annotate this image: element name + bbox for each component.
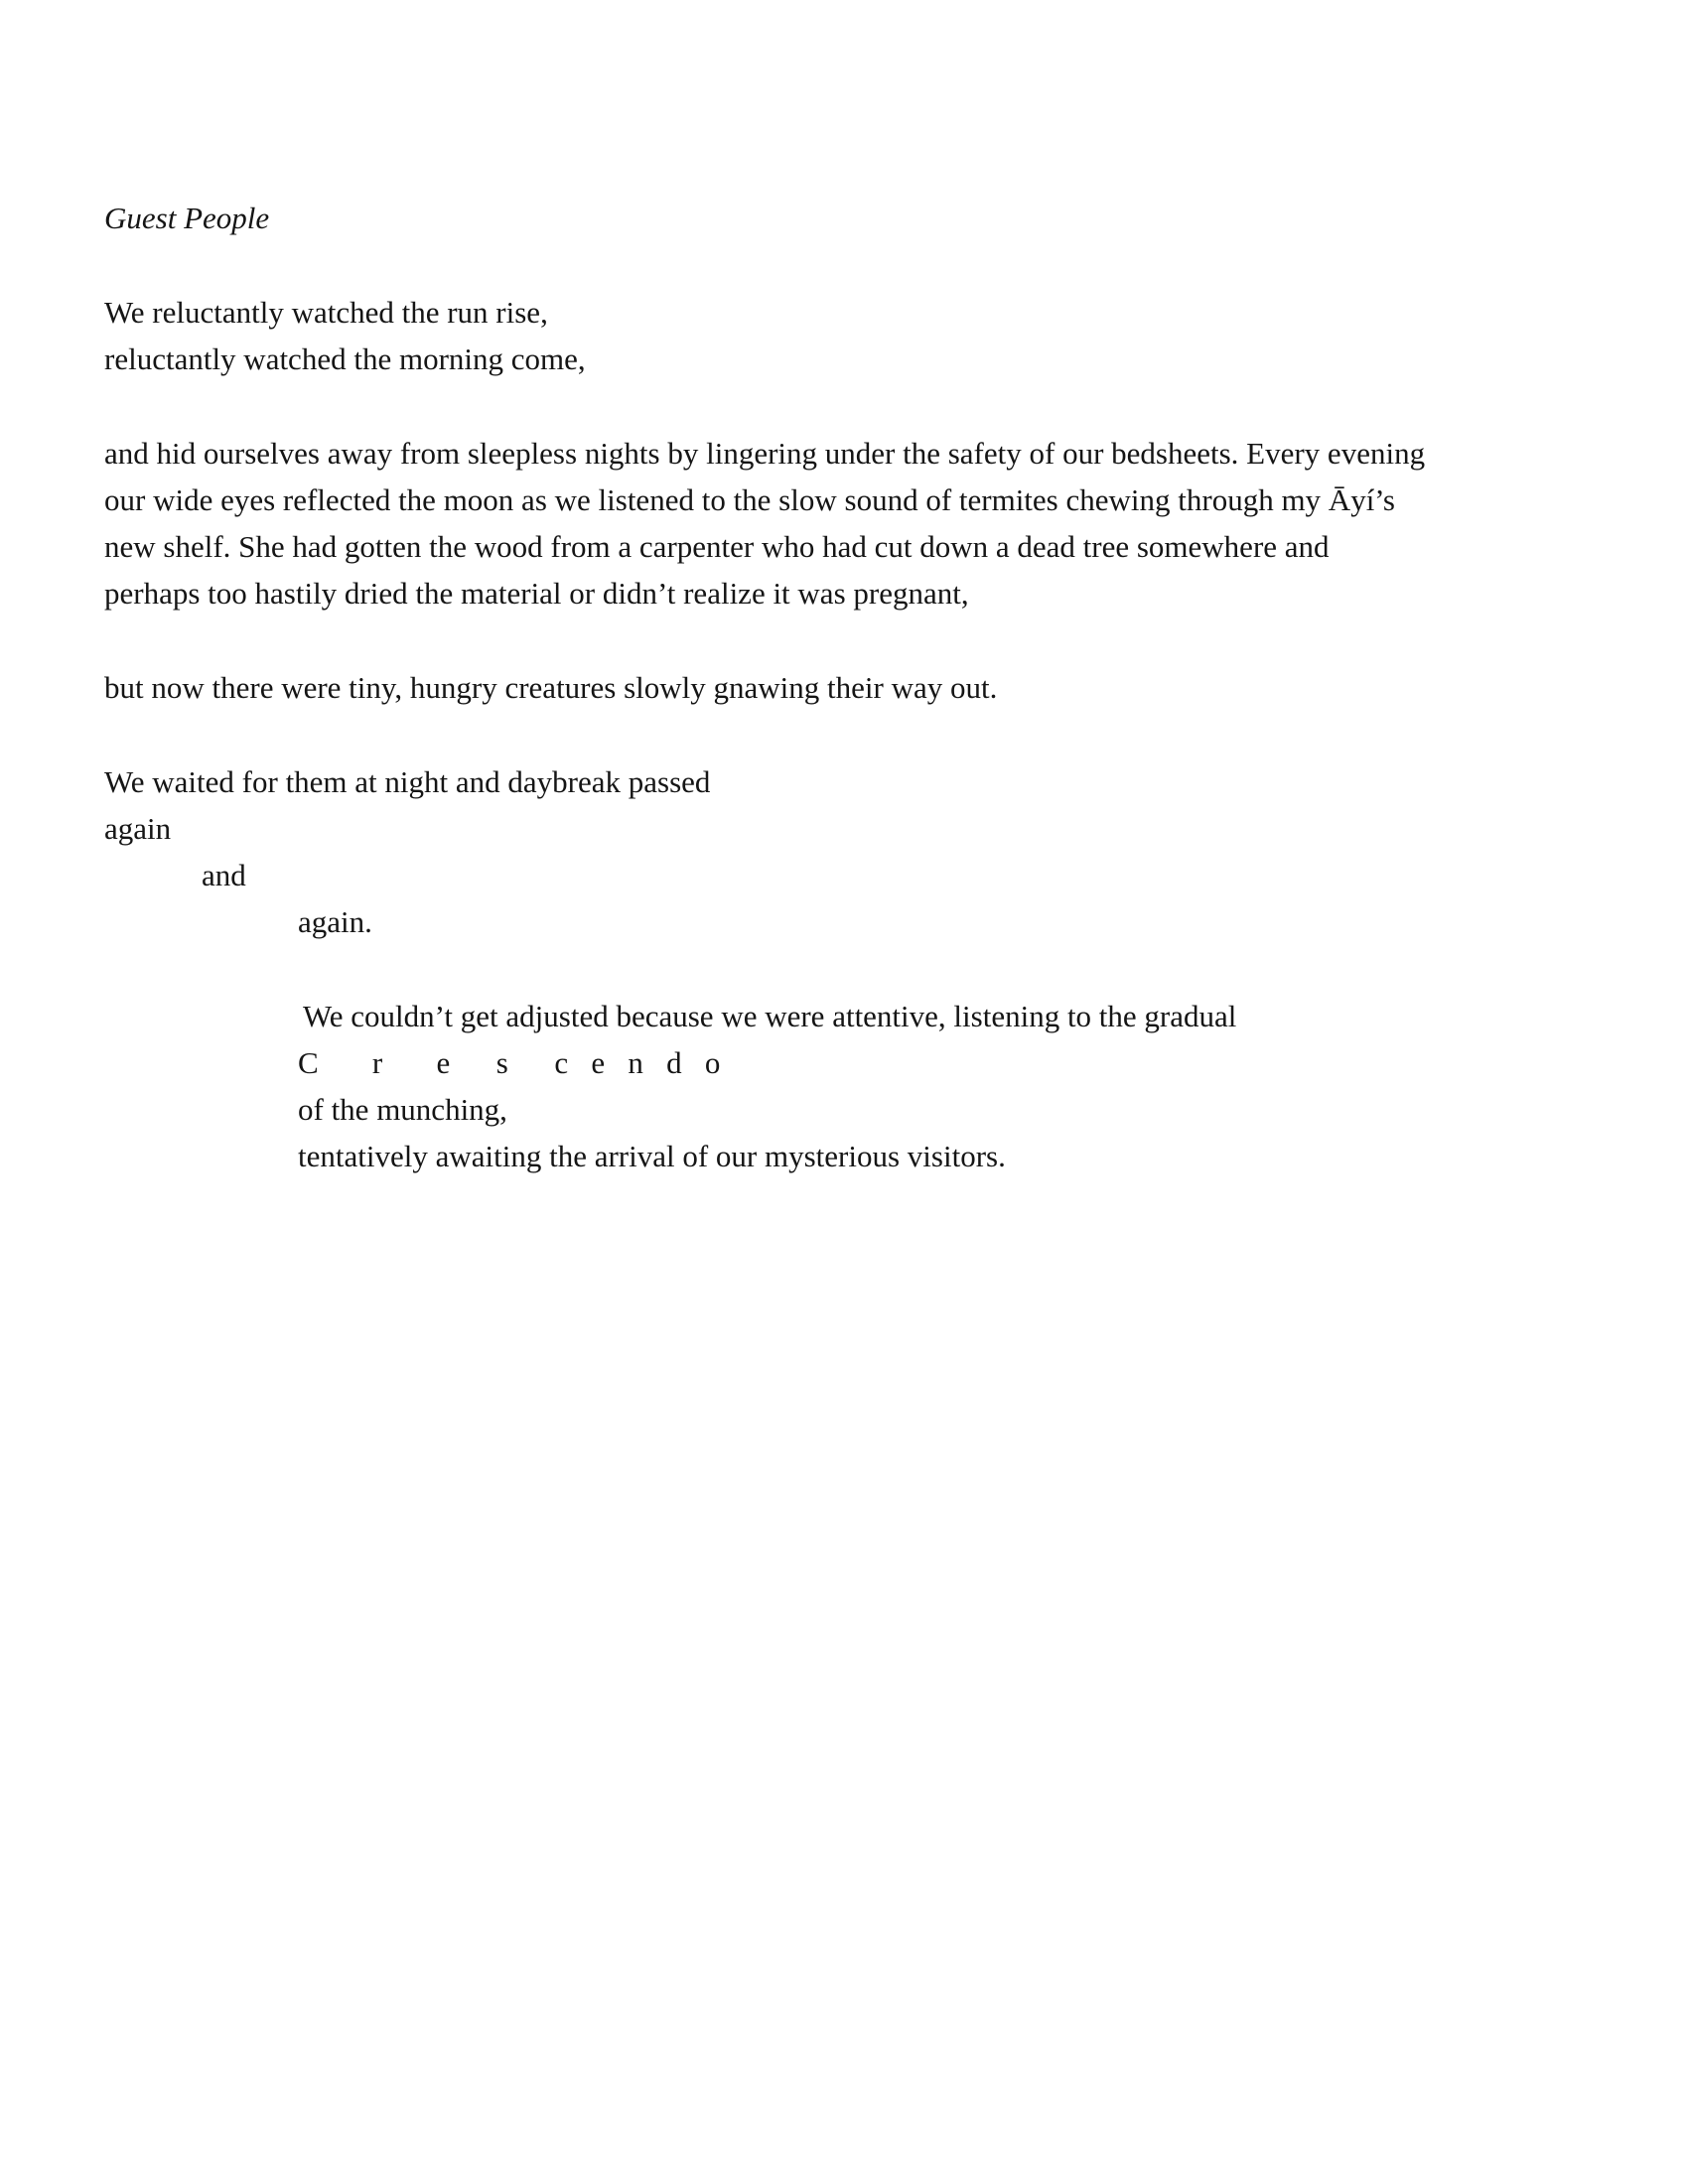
poem-line: C r e s c e n d o [298, 1045, 721, 1080]
poem-line: We waited for them at night and daybreak passed [104, 764, 711, 799]
poem-line: reluctantly watched the morning come, [104, 341, 586, 376]
stanza [104, 758, 1633, 945]
poem-body [104, 289, 1633, 1179]
poem-line: We reluctantly watched the run rise, [104, 295, 548, 330]
poem-line: and [202, 858, 246, 892]
poem-line: new shelf. She had gotten the wood from a carpenter who had cut down a dead tree somewhere and [104, 529, 1330, 564]
stanza [104, 430, 1633, 616]
stanza [104, 993, 1633, 1179]
poem-line: but now there were tiny, hungry creatures slowly gnawing their way out. [104, 670, 998, 705]
poem-line: tentatively awaiting the arrival of our mysterious visitors. [298, 1139, 1006, 1173]
poem-line: perhaps too hastily dried the material or didn’t realize it was pregnant, [104, 576, 969, 611]
poem-line: and hid ourselves away from sleepless nights by lingering under the safety of our bedsheets. Every evening [104, 436, 1426, 471]
poem-title: Guest People [104, 201, 270, 235]
stanza [104, 664, 1633, 711]
poem-line: of the munching, [298, 1092, 507, 1127]
stanza [104, 289, 1633, 382]
poem-line: again. [298, 904, 372, 939]
poem-line: We couldn’t get adjusted because we were attentive, listening to the gradual [303, 999, 1237, 1033]
poem-line: our wide eyes reflected the moon as we listened to the slow sound of termites chewing through my Āyí’s [104, 482, 1395, 517]
poem-line: again [104, 811, 172, 846]
